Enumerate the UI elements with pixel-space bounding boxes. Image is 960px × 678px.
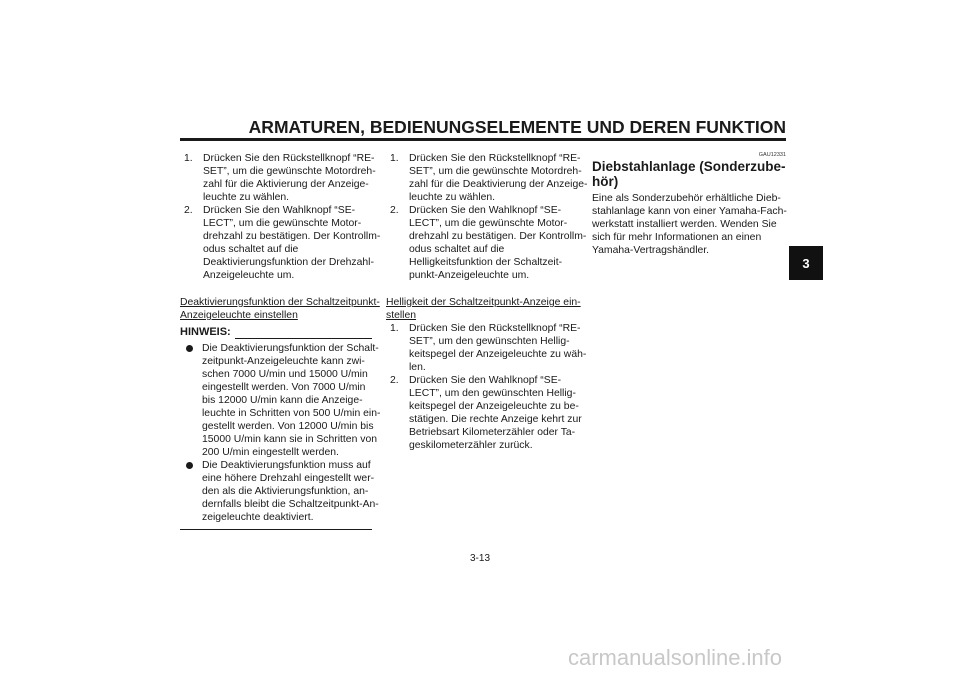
note-end-rule — [180, 529, 372, 530]
page-header-title: ARMATUREN, BEDIENUNGSELEMENTE UND DEREN FUNKTION — [248, 117, 786, 137]
header-rule — [180, 138, 786, 141]
bullet-line: 15000 U/min kann sie in Schritten von — [202, 434, 378, 445]
step-line: SET”, um die gewünschte Motordreh- — [203, 166, 376, 177]
note-bullet — [180, 342, 381, 459]
bullet-line: Die Deaktivierungsfunktion muss auf — [202, 460, 371, 471]
note-heading — [180, 326, 372, 342]
bullet-line: leuchte in Schritten von 500 U/min ein- — [202, 408, 381, 419]
step-line: geskilometerzähler zurück. — [409, 440, 533, 451]
step-line: Anzeigeleuchte um. — [203, 270, 295, 281]
step-number: 1. — [390, 153, 399, 164]
column-middle — [386, 152, 588, 452]
note-label: HINWEIS: — [180, 326, 231, 338]
column-left — [180, 152, 381, 530]
step-line: Drücken Sie den Rückstellknopf “RE- — [409, 153, 581, 164]
step-item — [386, 322, 587, 374]
subheading: Deaktivierungsfunktion der Schaltzeitpunkt- — [180, 297, 380, 308]
bullet-icon — [186, 345, 193, 352]
step-line: LECT”, um die gewünschte Motor- — [409, 218, 568, 229]
step-line: Drücken Sie den Wahlknopf “SE- — [203, 205, 356, 216]
step-line: Helligkeitsfunktion der Schaltzeit- — [409, 257, 563, 268]
bullet-line: eine höhere Drehzahl eingestellt wer- — [202, 473, 375, 484]
step-line: drehzahl zu bestätigen. Der Kontrollm- — [409, 231, 587, 242]
column-right — [592, 152, 786, 257]
step-line: odus schaltet auf die — [409, 244, 505, 255]
bullet-line: eingestellt werden. Von 7000 U/min — [202, 382, 366, 393]
bullet-line: zeitpunkt-Anzeigeleuchte kann zwi- — [202, 356, 365, 367]
step-number: 2. — [184, 205, 193, 216]
step-number: 2. — [390, 205, 399, 216]
watermark: carmanualsonline.info — [568, 645, 783, 670]
section-title-line: Diebstahlanlage (Sonderzube- — [592, 159, 786, 174]
step-line: drehzahl zu bestätigen. Der Kontrollm- — [203, 231, 381, 242]
note-rule — [235, 338, 372, 339]
step-line: stätigen. Die rechte Anzeige kehrt zur — [409, 414, 582, 425]
step-number: 2. — [390, 375, 399, 386]
section-title — [592, 159, 786, 189]
step-line: len. — [409, 362, 426, 373]
bullet-line: dernfalls bleibt die Schaltzeitpunkt-An- — [202, 499, 379, 510]
bullet-line: schen 7000 U/min und 15000 U/min — [202, 369, 368, 380]
step-line: Deaktivierungsfunktion der Drehzahl- — [203, 257, 374, 268]
step-line: leuchte zu wählen. — [203, 192, 290, 203]
reference-code: GAU12331 — [758, 152, 786, 158]
step-line: Drücken Sie den Wahlknopf “SE- — [409, 205, 562, 216]
step-line: SET”, um den gewünschten Hellig- — [409, 336, 570, 347]
bullet-line: 200 U/min eingestellt werden. — [202, 447, 339, 458]
bullet-line: gestellt werden. Von 12000 U/min bis — [202, 421, 374, 432]
step-line: leuchte zu wählen. — [409, 192, 496, 203]
step-line: keitspegel der Anzeigeleuchte zu wäh- — [409, 349, 587, 360]
step-number: 1. — [390, 323, 399, 334]
bullet-line: den als die Aktivierungsfunktion, an- — [202, 486, 369, 497]
subheading: Helligkeit der Schaltzeitpunkt-Anzeige ein- — [386, 297, 581, 308]
paragraph-line: werkstatt installiert werden. Wenden Sie — [592, 219, 777, 230]
step-line: punkt-Anzeigeleuchte um. — [409, 270, 530, 281]
step-line: LECT”, um die gewünschte Motor- — [203, 218, 362, 229]
step-item — [386, 204, 587, 282]
page-number: 3-13 — [469, 553, 490, 564]
subheading: Anzeigeleuchte einstellen — [180, 310, 298, 321]
step-item — [180, 204, 381, 282]
step-line: Drücken Sie den Rückstellknopf “RE- — [203, 153, 375, 164]
paragraph-line: stahlanlage kann von einer Yamaha-Fach- — [592, 206, 787, 217]
paragraph-line: Eine als Sonderzubehör erhältliche Dieb- — [592, 193, 781, 204]
step-line: odus schaltet auf die — [203, 244, 299, 255]
step-line: Betriebsart Kilometerzähler oder Ta- — [409, 427, 576, 438]
bullet-line: Die Deaktivierungsfunktion der Schalt- — [202, 343, 379, 354]
subheading: stellen — [386, 310, 417, 321]
step-line: keitspegel der Anzeigeleuchte zu be- — [409, 401, 579, 412]
bullet-line: zeigeleuchte deaktiviert. — [202, 512, 314, 523]
step-line: SET”, um die gewünschte Motordreh- — [409, 166, 582, 177]
step-item — [386, 152, 588, 204]
bullet-line: bis 12000 U/min kann die Anzeige- — [202, 395, 363, 406]
paragraph-line: Yamaha-Vertragshändler. — [592, 245, 710, 256]
chapter-tab: 3 — [789, 246, 823, 280]
bullet-icon — [186, 462, 193, 469]
step-item — [386, 374, 580, 452]
step-item — [180, 152, 376, 204]
section-title-line: hör) — [592, 174, 619, 189]
step-line: Drücken Sie den Wahlknopf “SE- — [409, 375, 562, 386]
paragraph-line: sich für mehr Informationen an einen — [592, 232, 762, 243]
step-number: 1. — [184, 153, 193, 164]
note-bullet — [180, 459, 379, 524]
step-line: zahl für die Deaktivierung der Anzeige- — [409, 179, 588, 190]
step-line: Drücken Sie den Rückstellknopf “RE- — [409, 323, 581, 334]
step-line: zahl für die Aktivierung der Anzeige- — [203, 179, 369, 190]
step-line: LECT”, um den gewünschten Hellig- — [409, 388, 576, 399]
